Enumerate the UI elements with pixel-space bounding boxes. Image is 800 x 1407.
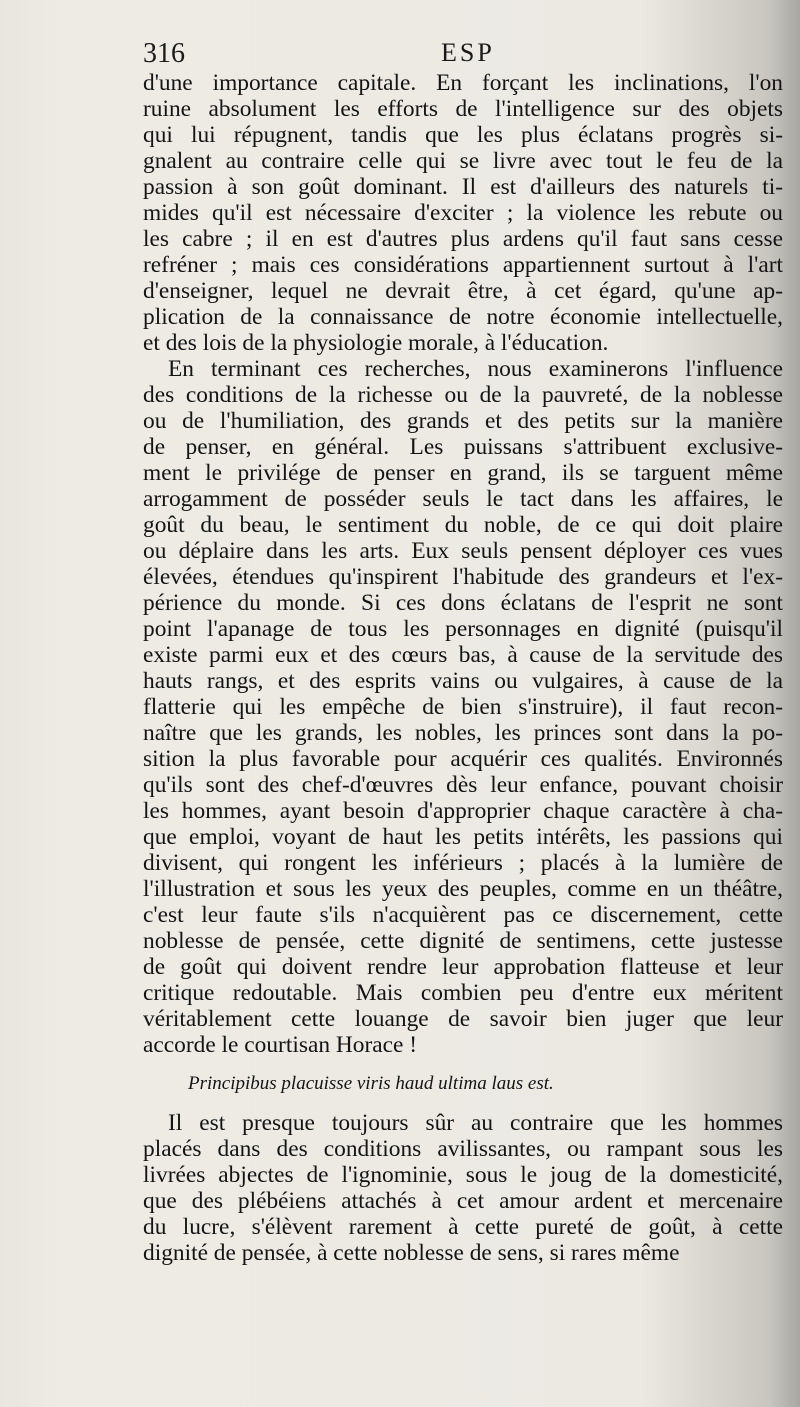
text-line: mides qu'il est nécessaire d'exciter ; la violence les rebute ou	[143, 200, 783, 226]
paragraph	[143, 356, 783, 1058]
text-line: placés dans des conditions avilissantes, ou rampant sous les	[143, 1136, 783, 1162]
text-line: l'illustration et sous les yeux des peuples, comme en un théâtre,	[143, 876, 783, 902]
text-line: goût du beau, le sentiment du noble, de ce qui doit plaire	[143, 512, 783, 538]
text-line: gnalent au contraire celle qui se livre avec tout le feu de la	[143, 148, 783, 174]
text-line: flatterie qui les empêche de bien s'instruire), il faut recon-	[143, 694, 783, 720]
text-line: livrées abjectes de l'ignominie, sous le joug de la domesticité,	[143, 1162, 783, 1188]
body-text	[143, 70, 783, 1266]
text-line: les cabre ; il en est d'autres plus ardens qu'il faut sans cesse	[143, 226, 783, 252]
text-line: des conditions de la richesse ou de la pauvreté, de la noblesse	[143, 382, 783, 408]
text-line: naître que les grands, les nobles, les princes sont dans la po-	[143, 720, 783, 746]
page-number: 316	[143, 38, 185, 69]
text-line: d'une importance capitale. En forçant les inclinations, l'on	[143, 70, 783, 96]
paragraph	[143, 1110, 783, 1266]
text-line: point l'apanage de tous les personnages en dignité (puisqu'il	[143, 616, 783, 642]
text-line: élevées, étendues qu'inspirent l'habitude des grandeurs et l'ex-	[143, 564, 783, 590]
text-line: existe parmi eux et des cœurs bas, à cause de la servitude des	[143, 642, 783, 668]
text-line: critique redoutable. Mais combien peu d'entre eux méritent	[143, 980, 783, 1006]
text-line: Il est presque toujours sûr au contraire que les hommes	[168, 1110, 783, 1136]
text-line: qui lui répugnent, tandis que les plus éclatans progrès si-	[143, 122, 783, 148]
text-line: hauts rangs, et des esprits vains ou vulgaires, à cause de la	[143, 668, 783, 694]
text-line: refréner ; mais ces considérations appartiennent surtout à l'art	[143, 252, 783, 278]
text-line: que des plébéiens attachés à cet amour ardent et mercenaire	[143, 1188, 783, 1214]
text-line: que emploi, voyant de haut les petits intérêts, les passions qui	[143, 824, 783, 850]
text-line: c'est leur faute s'ils n'acquièrent pas ce discernement, cette	[143, 902, 783, 928]
text-line: périence du monde. Si ces dons éclatans de l'esprit ne sont	[143, 590, 783, 616]
text-line: arrogamment de posséder seuls le tact dans les affaires, le	[143, 486, 783, 512]
text-line: et des lois de la physiologie morale, à l'éducation.	[143, 330, 609, 356]
text-line: les hommes, ayant besoin d'approprier chaque caractère à cha-	[143, 798, 783, 824]
text-line: plication de la connaissance de notre économie intellectuelle,	[143, 304, 783, 330]
text-line: noblesse de pensée, cette dignité de sentimens, cette justesse	[143, 928, 783, 954]
paragraph	[143, 70, 783, 356]
text-line: ou de l'humiliation, des grands et des petits sur la manière	[143, 408, 783, 434]
running-head	[143, 38, 783, 70]
text-line: divisent, qui rongent les inférieurs ; placés à la lumière de	[143, 850, 783, 876]
text-line: d'enseigner, lequel ne devrait être, à cet égard, qu'une ap-	[143, 278, 783, 304]
text-line: de goût qui doivent rendre leur approbation flatteuse et leur	[143, 954, 783, 980]
text-line: En terminant ces recherches, nous examinerons l'influence	[168, 356, 783, 382]
text-line: passion à son goût dominant. Il est d'ailleurs des naturels ti-	[143, 174, 783, 200]
text-line: dignité de pensée, à cette noblesse de sens, si rares même	[143, 1240, 680, 1266]
latin-quotation: Principibus placuisse viris haud ultima laus est.	[188, 1073, 554, 1094]
text-line: ment le privilége de penser en grand, ils se targuent même	[143, 460, 783, 486]
text-line: ou déplaire dans les arts. Eux seuls pensent déployer ces vues	[143, 538, 783, 564]
text-line: de penser, en général. Les puissans s'attribuent exclusive-	[143, 434, 783, 460]
text-line: sition la plus favorable pour acquérir ces qualités. Environnés	[143, 746, 783, 772]
text-line: véritablement cette louange de savoir bien juger que leur	[143, 1006, 783, 1032]
text-line: du lucre, s'élèvent rarement à cette pureté de goût, à cette	[143, 1214, 783, 1240]
text-line: ruine absolument les efforts de l'intelligence sur des objets	[143, 96, 783, 122]
text-line: qu'ils sont des chef-d'œuvres dès leur enfance, pouvant choisir	[143, 772, 783, 798]
text-line: accorde le courtisan Horace !	[143, 1032, 418, 1058]
running-title: ESP	[441, 38, 495, 67]
